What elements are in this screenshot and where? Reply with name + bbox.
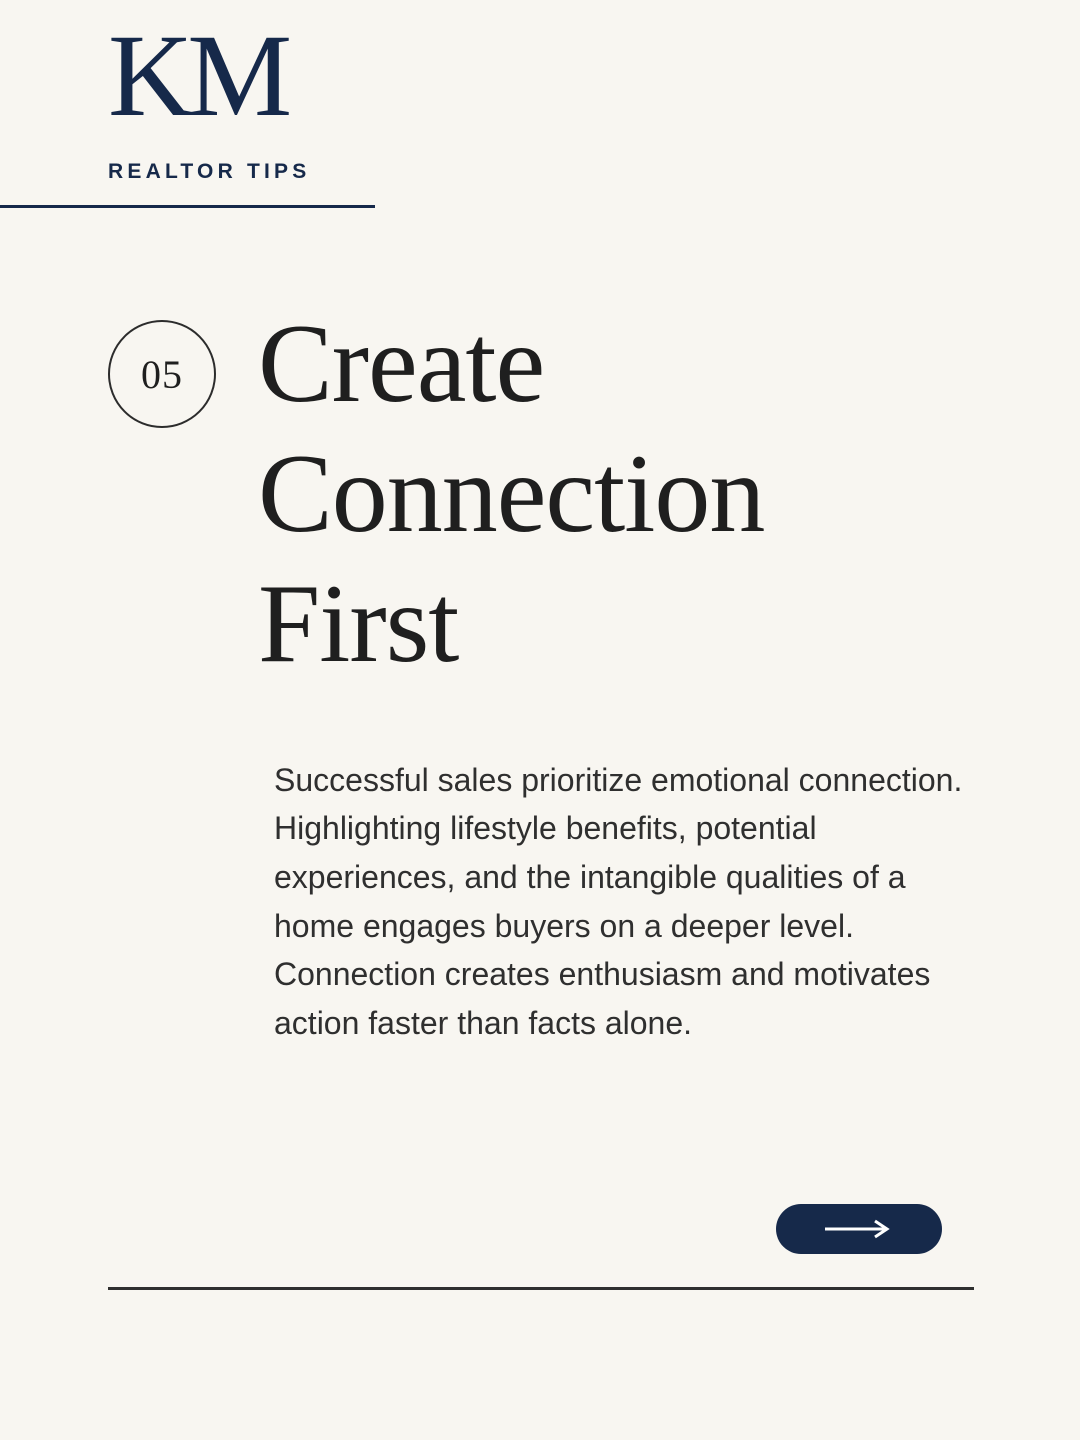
title-row (108, 300, 988, 690)
main-content (108, 300, 988, 1047)
step-number-badge (108, 320, 216, 428)
footer-divider (108, 1287, 974, 1290)
brand-header (0, 0, 375, 184)
next-button[interactable] (776, 1204, 942, 1254)
body-paragraph: Successful sales prioritize emotional connection. Highlighting lifestyle benefits, potential experiences, and the intangible qualities of a home engages buyers on a deeper level. Connection creates enthusiasm and motivates action faster than facts alone. (274, 761, 963, 1041)
header-divider (0, 205, 375, 208)
arrow-right-icon (819, 1219, 899, 1239)
km-logo: KM (108, 10, 287, 141)
eyebrow-label: REALTOR TIPS (108, 160, 311, 183)
step-number: 05 (141, 351, 183, 397)
page-title: Create Connection First (258, 302, 765, 686)
